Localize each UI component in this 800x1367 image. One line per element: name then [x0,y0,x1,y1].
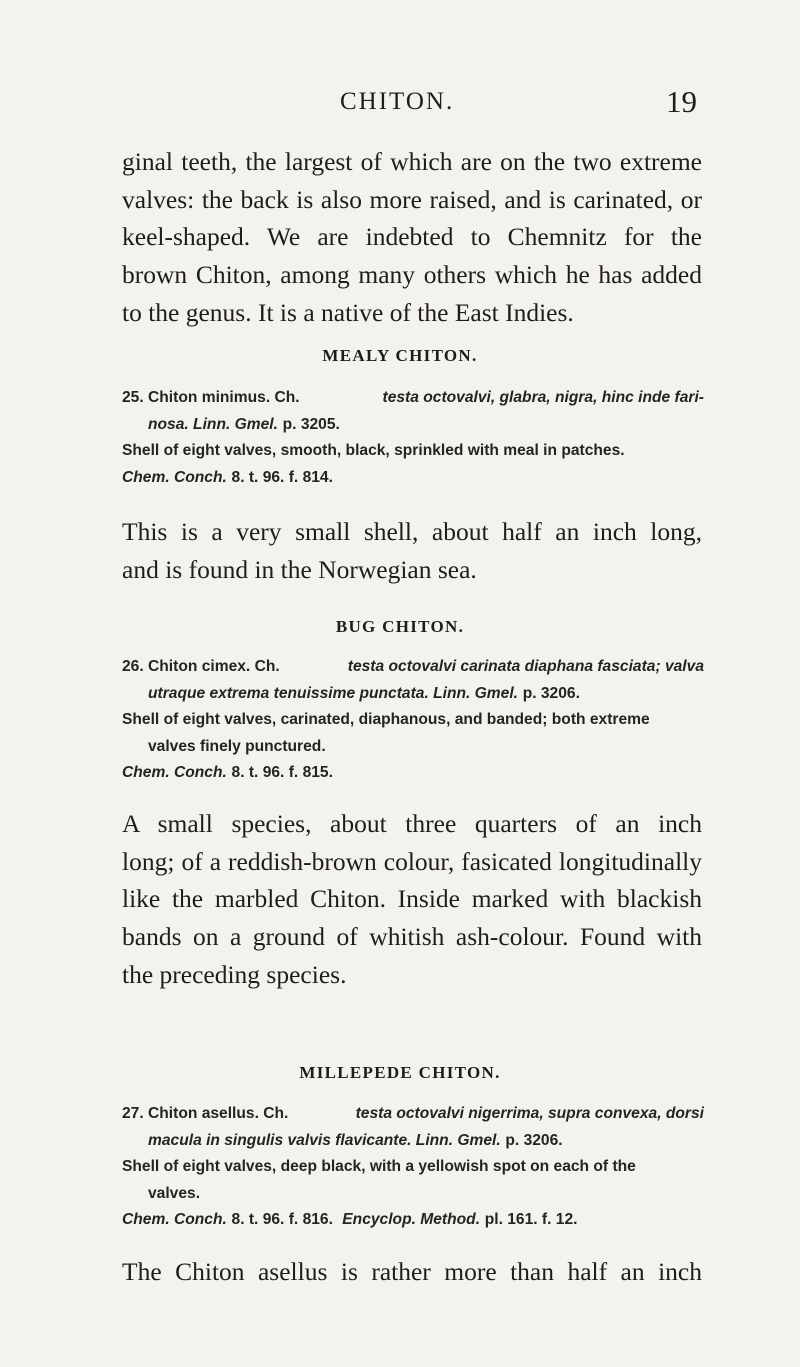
text-line: the preceding species. [122,959,347,989]
reference-plate: 8. t. 96. f. 815. [231,764,333,781]
reference-plate: 8. t. 96. f. 814. [231,468,333,486]
english-description: valves. [148,1184,201,1202]
intro-paragraph [122,143,702,332]
running-title: CHITON. [340,88,455,115]
reference-title: Encyclop. Method. [342,1211,481,1228]
section-paragraph [122,513,702,588]
reference-title: Chem. Conch. [122,468,227,486]
entry-number-name: 25. Chiton minimus. Ch. [122,389,300,406]
entry-line [122,681,704,708]
section-paragraph [122,805,702,994]
reference-title: Chem. Conch. [122,764,227,781]
text-line: The Chiton asellus is rather more than half an inch [122,1257,702,1286]
reference-page: p. 3206. [522,684,580,702]
entry-line [122,385,704,412]
latin-description: testa octovalvi carinata diaphana fasciata; valva [347,658,704,675]
section-heading: MILLEPEDE CHITON. [299,1063,501,1082]
reference-page: p. 3205. [282,415,340,433]
text-line: ginal teeth, the largest of which are on the two extreme [122,147,702,176]
entry-line [122,654,704,681]
text-line: valves: the back is also more raised, and is carinated, or [122,184,702,214]
text-line: bands on a ground of whitish ash-colour. Found with [122,922,702,952]
reference-line [122,1207,704,1234]
running-head [0,84,800,128]
reference-plate: pl. 161. f. 12. [484,1211,578,1228]
text-line: like the marbled Chiton. Inside marked with blackish [122,884,702,914]
latin-description: utraque extrema tenuissime punctata. Linn. Gmel. [148,684,519,702]
latin-description: macula in singulis valvis flavicante. Linn. Gmel. [148,1131,501,1149]
text-line: to the genus. It is a native of the East Indies. [122,297,574,327]
section-heading: BUG CHITON. [335,617,465,636]
text-line: A small species, about three quarters of an inch [122,809,702,838]
reference-title: Chem. Conch. [122,1211,227,1228]
reference-page: p. 3206. [505,1131,563,1149]
latin-description: testa octovalvi, glabra, nigra, hinc inde fari- [382,389,704,406]
entry-line [122,1101,704,1128]
entry-line [122,412,704,439]
page-number: 19 [666,84,697,119]
text-line: brown Chiton, among many others which he has added [122,260,702,290]
entry-number-name: 27. Chiton asellus. Ch. [122,1105,289,1122]
reference-line [122,760,704,787]
text-line: keel-shaped. We are indebted to Chemnitz for the [122,222,702,252]
text-line: long; of a reddish-brown colour, fasicated longitudinally [122,846,702,876]
latin-description: nosa. Linn. Gmel. [148,415,278,433]
species-entry [122,654,704,787]
species-entry [122,385,704,491]
english-description: Shell of eight valves, carinated, diaphanous, and banded; both extreme [122,711,650,728]
latin-description: testa octovalvi nigerrima, supra convexa, dorsi [355,1105,704,1122]
reference-line [122,465,704,492]
entry-number-name: 26. Chiton cimex. Ch. [122,658,280,675]
english-description: Shell of eight valves, deep black, with a yellowish spot on each of the [122,1158,636,1175]
entry-line [122,1128,704,1155]
section-heading: MEALY CHITON. [322,346,478,365]
english-description: valves finely punctured. [148,737,326,755]
english-description: Shell of eight valves, smooth, black, sprinkled with meal in patches. [122,442,625,459]
text-line: and is found in the Norwegian sea. [122,554,477,584]
text-line: This is a very small shell, about half an inch long, [122,517,702,546]
section-paragraph [122,1253,702,1291]
reference-plate: 8. t. 96. f. 816. [231,1211,333,1228]
species-entry [122,1101,704,1234]
